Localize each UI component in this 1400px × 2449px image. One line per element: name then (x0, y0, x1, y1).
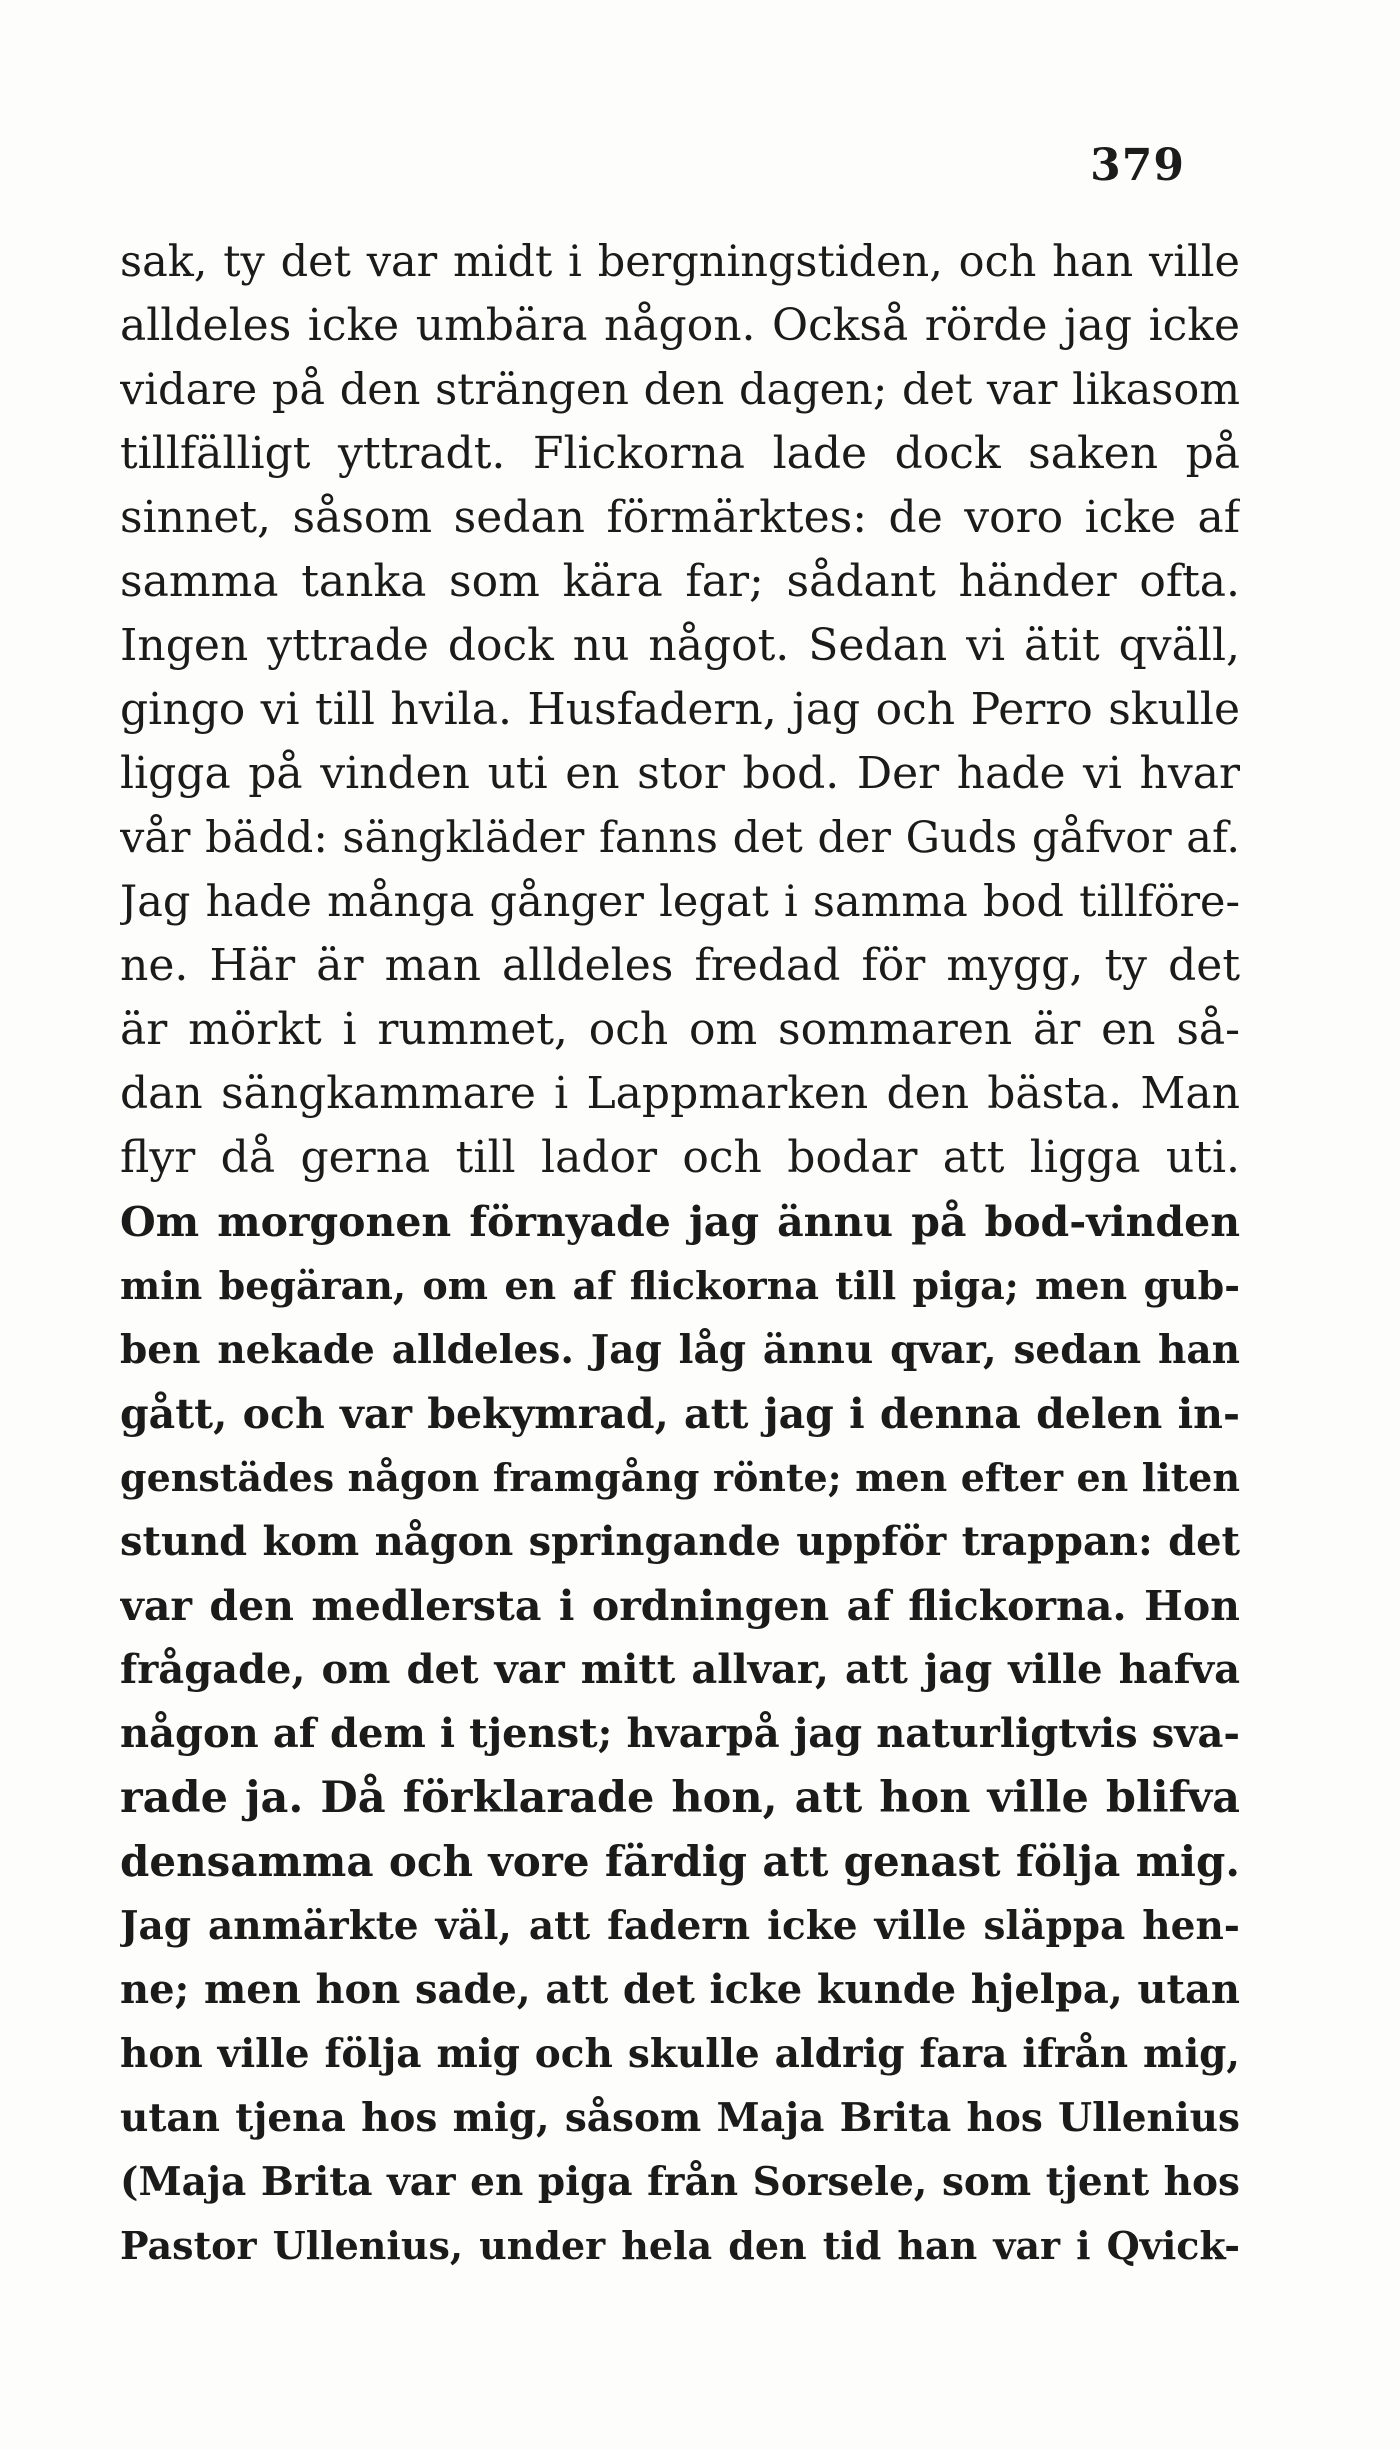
text-line: är mörkt i rummet, och om sommaren är en så- (120, 1004, 1240, 1055)
text-line: frågade, om det var mitt allvar, att jag ville hafva (120, 1646, 1240, 1693)
text-line: gingo vi till hvila. Husfadern, jag och Perro skulle (120, 684, 1240, 735)
text-line: utan tjena hos mig, såsom Maja Brita hos Ullenius (120, 2095, 1240, 2141)
text-line: Pastor Ullenius, under hela den tid han var i Qvick- (120, 2223, 1240, 2268)
text-line: dan sängkammare i Lappmarken den bästa. Man (120, 1068, 1240, 1119)
page-number: 379 (1090, 140, 1185, 191)
text-line: genstädes någon framgång rönte; men efter en liten (120, 1455, 1240, 1500)
text-line: rade ja. Då förklarade hon, att hon ville blifva (120, 1773, 1240, 1823)
text-line: ben nekade alldeles. Jag låg ännu qvar, sedan han (120, 1327, 1240, 1373)
text-line: ne; men hon sade, att det icke kunde hjelpa, utan (120, 1966, 1240, 2013)
text-line: hon ville följa mig och skulle aldrig fara ifrån mig, (120, 2031, 1240, 2077)
text-line: någon af dem i tjenst; hvarpå jag naturligtvis sva- (120, 1710, 1240, 1757)
text-line: var den medlersta i ordningen af flickorna. Hon (120, 1582, 1240, 1630)
text-line: tillfälligt yttradt. Flickorna lade dock saken på (120, 428, 1240, 479)
text-line: Ingen yttrade dock nu något. Sedan vi ätit qväll, (120, 620, 1240, 671)
text-line: (Maja Brita var en piga från Sorsele, som tjent hos (120, 2159, 1240, 2205)
text-line: Jag anmärkte väl, att fadern icke ville släppa hen- (120, 1903, 1240, 1949)
text-line: ne. Här är man alldeles fredad för mygg, ty det (120, 940, 1240, 991)
text-line: samma tanka som kära far; sådant händer ofta. (120, 556, 1240, 607)
text-line: min begäran, om en af flickorna till piga; men gub- (120, 1263, 1240, 1308)
text-line: flyr då gerna till lador och bodar att ligga uti. (120, 1132, 1240, 1183)
text-line: stund kom någon springande uppför trappan: det (120, 1518, 1240, 1565)
text-line: gått, och var bekymrad, att jag i denna delen in- (120, 1390, 1240, 1438)
text-line: Om morgonen förnyade jag ännu på bod-vinden (120, 1198, 1240, 1246)
text-line: densamma och vore färdig att genast följa mig. (120, 1837, 1240, 1886)
text-line: Jag hade många gånger legat i samma bod tillföre- (120, 877, 1240, 927)
text-line: vår bädd: sängkläder fanns det der Guds gåfvor af. (120, 813, 1240, 863)
text-line: alldeles icke umbära någon. Också rörde jag icke (120, 300, 1240, 351)
text-line: ligga på vinden uti en stor bod. Der hade vi hvar (120, 748, 1240, 799)
text-line: sak, ty det var midt i bergningstiden, och han ville (120, 237, 1240, 287)
body-text (120, 230, 1240, 2278)
text-line: sinnet, såsom sedan förmärktes: de voro icke af (120, 492, 1240, 543)
text-line: vidare på den strängen den dagen; det var likasom (120, 365, 1240, 415)
